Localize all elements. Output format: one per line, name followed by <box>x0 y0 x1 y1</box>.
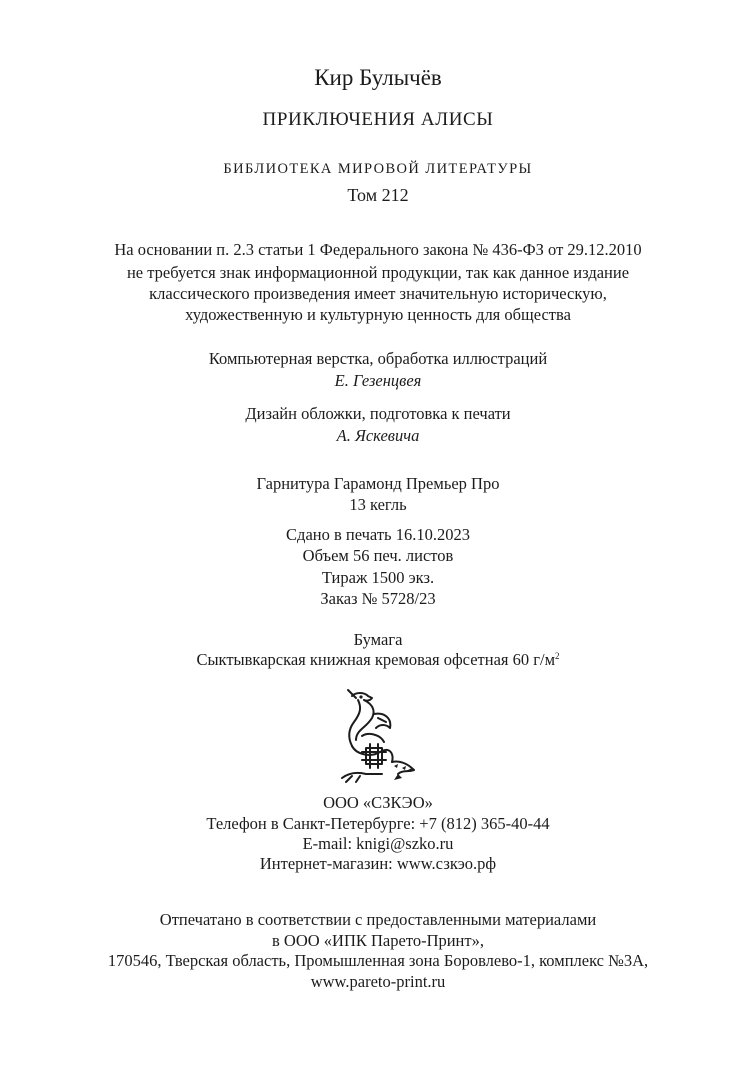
typeface: Гарнитура Гарамонд Премьер Про <box>256 474 500 493</box>
layout-credit-role: Компьютерная верстка, обработка иллюстраций <box>208 349 548 368</box>
publisher-phone: Телефон в Санкт-Петербурге: +7 (812) 365-40-44 <box>206 814 550 833</box>
publisher-name: ООО «СЗКЭО» <box>323 793 433 812</box>
publisher-shop: Интернет-магазин: www.сзкэо.рф <box>259 854 497 873</box>
print-info-line: Объем 56 печ. листов <box>302 546 454 565</box>
volume-number: Том 212 <box>347 185 409 205</box>
publisher-email: E-mail: knigi@szko.ru <box>302 834 454 853</box>
paper-heading: Бумага <box>353 630 403 649</box>
series-name: БИБЛИОТЕКА МИРОВОЙ ЛИТЕРАТУРЫ <box>223 161 533 177</box>
notice-line: На основании п. 2.3 статьи 1 Федерального закона № 436-ФЗ от 29.12.2010 <box>114 240 642 259</box>
notice-line: художественную и культурную ценность для общества <box>185 305 571 324</box>
printer-line: Отпечатано в соответствии с предоставленными материалами <box>159 910 597 929</box>
paper-description-text: Сыктывкарская книжная кремовая офсетная 60 г/м <box>196 650 556 669</box>
print-info-line: Тираж 1500 экз. <box>321 568 435 587</box>
print-info-line: Заказ № 5728/23 <box>320 589 436 608</box>
printer-line: www.pareto-print.ru <box>310 972 446 991</box>
dragon-emblem-icon <box>336 688 418 784</box>
notice-line: классического произведения имеет значительную историческую, <box>149 284 607 303</box>
book-author: Кир Булычёв <box>314 65 442 90</box>
cover-credit-name: А. Яскевича <box>336 426 420 445</box>
font-size-info: 13 кегль <box>349 495 407 514</box>
book-title: ПРИКЛЮЧЕНИЯ АЛИСЫ <box>262 109 494 130</box>
cover-credit-role: Дизайн обложки, подготовка к печати <box>245 404 511 423</box>
layout-credit-name: Е. Гезенцвея <box>334 371 422 390</box>
notice-line: не требуется знак информационной продукции, так как данное издание <box>126 263 630 282</box>
printer-line: 170546, Тверская область, Промышленная зона Боровлево-1, комплекс №3А, <box>107 951 649 970</box>
paper-unit-superscript: 2 <box>555 651 560 661</box>
paper-description <box>0 652 756 669</box>
printer-line: в ООО «ИПК Парето-Принт», <box>272 931 484 950</box>
print-info-line: Сдано в печать 16.10.2023 <box>286 525 470 544</box>
